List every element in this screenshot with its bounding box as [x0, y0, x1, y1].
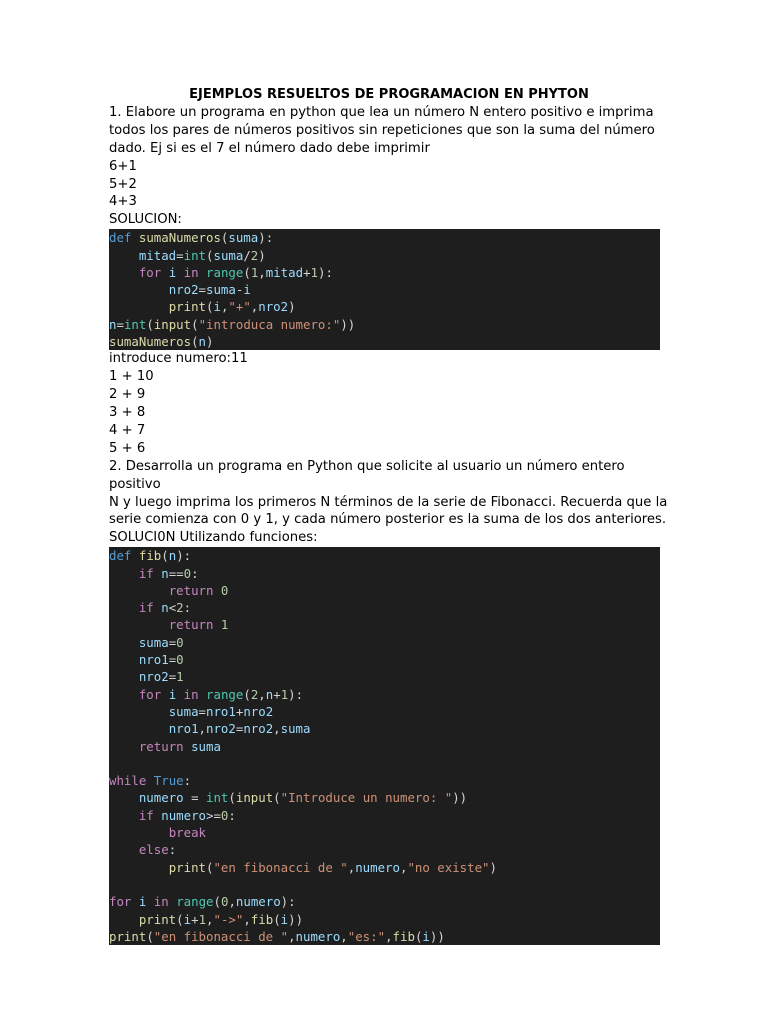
code-token	[161, 687, 168, 702]
code-token: print	[168, 299, 206, 315]
code-token: ,	[399, 859, 408, 875]
code-token: break	[168, 825, 206, 841]
code-token: ,	[250, 299, 259, 315]
code-token: print	[109, 928, 147, 944]
output-line-2: 1 + 10	[109, 369, 154, 385]
code-token: n	[161, 565, 169, 581]
code-token: suma	[206, 282, 236, 298]
code-token: ):	[176, 548, 192, 564]
code-token	[109, 825, 169, 840]
code-token: range	[176, 894, 214, 910]
code-token	[109, 265, 139, 280]
code-token: )	[489, 859, 497, 875]
example-line-1: 6+1	[109, 158, 137, 174]
code-token: def	[109, 548, 132, 564]
code-token: ==	[168, 565, 184, 581]
code-token: =	[168, 634, 177, 650]
code-token: mitad	[138, 247, 177, 263]
code-token: suma	[213, 247, 244, 263]
code-token: ,	[273, 721, 281, 737]
code-token: 0	[220, 807, 229, 823]
code-token: ):	[288, 686, 304, 702]
code-token: nro1	[168, 721, 199, 737]
code-token: i	[243, 282, 251, 298]
code-token: 1	[176, 669, 184, 685]
code-token: i	[422, 928, 430, 944]
code-token: "no existe"	[407, 859, 490, 875]
code-line	[109, 264, 660, 281]
code-line	[109, 703, 660, 720]
code-token: 0	[176, 634, 184, 650]
code-token: (	[213, 894, 221, 910]
code-token: sumaNumeros	[138, 230, 221, 246]
code-token: (	[206, 859, 214, 875]
code-line	[109, 876, 660, 893]
code-token: suma	[228, 230, 259, 246]
code-token: (	[414, 928, 423, 944]
code-token: in	[183, 264, 199, 280]
code-line	[109, 772, 660, 789]
code-token	[184, 739, 191, 754]
code-token: def	[109, 230, 132, 246]
document-title: EJEMPLOS RESUELTOS DE PROGRAMACION EN PHYTON	[189, 87, 589, 102]
code-token: ))	[340, 316, 356, 332]
code-token: ,	[220, 299, 229, 315]
code-token: ):	[318, 264, 333, 280]
code-token	[109, 652, 139, 667]
code-token: n	[109, 316, 117, 332]
code-line	[109, 247, 660, 264]
code-token: 1	[280, 686, 289, 702]
code-token: suma	[191, 738, 221, 754]
code-token: True	[153, 773, 184, 789]
code-token: ))	[429, 928, 445, 944]
code-token: "+"	[228, 299, 251, 315]
code-token: sumaNumeros	[109, 334, 192, 350]
code-token: 0	[176, 652, 184, 668]
output-line-5: 4 + 7	[109, 422, 146, 438]
code-token: =	[116, 316, 124, 332]
code-token: fib	[392, 928, 415, 944]
problem-2-line-1: 2. Desarrolla un programa en Python que solicite al usuario un número entero positivo	[109, 458, 625, 492]
code-token: ,	[258, 686, 266, 702]
code-line	[109, 599, 660, 616]
code-token	[131, 548, 138, 563]
code-token	[109, 617, 169, 632]
code-token: mitad	[265, 264, 304, 280]
code-token: ,	[288, 928, 296, 944]
code-line	[109, 841, 660, 858]
code-token: =	[168, 652, 177, 668]
code-token: for	[138, 264, 162, 280]
code-token	[199, 687, 206, 702]
code-token	[109, 721, 169, 736]
code-token	[131, 230, 138, 245]
code-token: else	[138, 842, 169, 858]
code-token: ,	[385, 928, 393, 944]
code-token: =	[168, 669, 177, 685]
code-token	[109, 282, 169, 297]
output-line-1: introduce numero:11	[109, 351, 248, 367]
code-token: ,	[347, 859, 356, 875]
code-token: i	[168, 264, 177, 280]
code-token: input	[153, 316, 192, 332]
output-line-6: 5 + 6	[109, 440, 146, 456]
code-token: 1	[198, 911, 207, 927]
code-token: +	[235, 703, 244, 719]
code-token: (	[243, 264, 251, 280]
code-token: 0	[220, 582, 229, 598]
code-token: in	[183, 686, 199, 702]
code-token: return	[168, 617, 214, 633]
code-token: for	[109, 894, 132, 910]
code-token: (	[191, 334, 199, 350]
code-token: (	[191, 316, 199, 332]
code-token: range	[206, 686, 244, 702]
code-token: if	[138, 807, 154, 823]
output-line-3: 2 + 9	[109, 387, 146, 403]
code-token: ):	[258, 230, 274, 246]
code-line	[109, 547, 660, 564]
code-token: =	[198, 703, 206, 719]
code-token: 2	[250, 247, 259, 263]
code-token	[109, 669, 139, 684]
code-token: ,	[243, 911, 251, 927]
code-token: print	[138, 911, 177, 927]
code-line	[109, 807, 660, 824]
code-token: print	[168, 859, 206, 875]
code-token: (	[176, 911, 184, 927]
code-token: :	[168, 842, 177, 858]
code-token: nro2	[138, 669, 169, 685]
code-token: range	[206, 264, 244, 280]
code-token	[109, 842, 139, 857]
code-line	[109, 738, 660, 755]
code-line	[109, 565, 660, 582]
code-line	[109, 893, 660, 910]
code-token: fib	[250, 911, 274, 927]
code-token: ))	[288, 911, 304, 927]
code-token: return	[168, 582, 214, 598]
code-token: "en fibonacci de "	[213, 859, 348, 875]
code-line	[109, 911, 660, 928]
code-token: (	[146, 928, 154, 944]
code-token: suma	[168, 703, 199, 719]
code-token: 0	[183, 565, 192, 581]
code-token: ,	[198, 721, 206, 737]
code-token: numero	[235, 894, 281, 910]
code-token: ,	[258, 264, 266, 280]
problem-1-line-3: dado. Ej si es el 7 el número dado debe imprimir	[109, 140, 430, 156]
code-token: int	[123, 316, 147, 332]
code-token	[109, 687, 139, 702]
code-token: if	[138, 565, 154, 581]
problem-1-line-1: 1. Elabore un programa en python que lea un número N entero positivo e imprima	[109, 104, 654, 120]
code-token: nro2	[168, 282, 199, 298]
code-token: suma	[138, 634, 169, 650]
code-token: 2	[176, 600, 184, 616]
code-token	[109, 808, 139, 823]
code-token: (	[220, 230, 229, 246]
code-token: 1	[250, 264, 259, 280]
code-token: 0	[220, 894, 229, 910]
code-token: n	[168, 548, 177, 564]
code-line	[109, 928, 660, 945]
code-token	[109, 704, 169, 719]
code-line	[109, 755, 660, 772]
code-block-2	[109, 547, 660, 945]
problem-2-line-2: N y luego imprima los primeros N términos de la serie de Fibonacci. Recuerda que la	[109, 494, 668, 510]
code-token: while	[109, 773, 147, 789]
example-line-3: 4+3	[109, 194, 137, 210]
example-line-2: 5+2	[109, 176, 137, 192]
code-token: ):	[280, 894, 296, 910]
code-token: i	[183, 911, 192, 927]
code-token	[176, 265, 183, 280]
code-token	[199, 265, 206, 280]
code-line	[109, 616, 660, 633]
code-token: (	[206, 299, 214, 315]
code-token: (	[273, 790, 281, 806]
code-token: nro2	[206, 721, 236, 737]
code-line	[109, 720, 660, 737]
code-token: (	[273, 911, 281, 927]
code-token	[109, 912, 139, 927]
code-token: =	[198, 282, 206, 298]
code-line	[109, 686, 660, 703]
code-token: for	[138, 686, 162, 702]
code-token: n	[265, 686, 274, 702]
code-token: i	[138, 894, 147, 910]
problem-2-line-3: serie comienza con 0 y 1, y cada número posterior es la suma de los dos anteriores.	[109, 512, 667, 528]
code-line	[109, 281, 660, 298]
code-token: i	[213, 299, 221, 315]
code-token: :	[183, 773, 192, 789]
code-token: ))	[452, 790, 468, 806]
code-token	[161, 265, 168, 280]
code-token: 2	[250, 686, 259, 702]
code-token: =	[176, 247, 184, 263]
code-token: if	[138, 600, 154, 616]
code-token: numero	[138, 790, 184, 806]
solution-1-label: SOLUCION:	[109, 212, 182, 228]
code-token: /	[243, 247, 251, 263]
code-token: ,	[228, 894, 236, 910]
code-token: "Introduce un numero: "	[280, 790, 453, 806]
code-token: in	[153, 894, 169, 910]
code-token: n	[198, 334, 206, 350]
code-token	[109, 248, 139, 263]
code-token: (	[228, 790, 236, 806]
code-token: )	[206, 334, 214, 350]
code-token: 1	[220, 617, 229, 633]
code-token	[176, 687, 183, 702]
code-line	[109, 582, 660, 599]
code-token: numero	[355, 859, 400, 875]
code-token: +	[191, 911, 199, 927]
code-line	[109, 859, 660, 876]
code-token: i	[280, 911, 289, 927]
code-token: +	[273, 686, 281, 702]
code-token: :	[228, 807, 236, 823]
code-token: numero	[161, 807, 206, 823]
code-token: <	[168, 600, 177, 616]
code-token: int	[183, 247, 207, 263]
code-token: (	[146, 316, 154, 332]
code-token: )	[258, 247, 266, 263]
document-page	[109, 86, 669, 945]
code-token: "es:"	[347, 928, 386, 944]
code-token: nro2	[243, 721, 274, 737]
code-token	[109, 790, 139, 805]
code-line	[109, 333, 660, 350]
code-token: "->"	[213, 911, 244, 927]
problem-1-line-2: todos los pares de números positivos sin repeticiones que son la suma del número	[109, 122, 655, 138]
code-token	[146, 773, 153, 788]
code-token: >=	[206, 807, 221, 823]
code-token: n	[161, 600, 169, 616]
code-line	[109, 316, 660, 333]
code-token: (	[243, 686, 251, 702]
code-token: fib	[138, 548, 162, 564]
code-token: =	[183, 790, 206, 806]
code-token: suma	[280, 721, 311, 737]
code-token	[109, 299, 169, 314]
code-token: i	[168, 686, 177, 702]
code-token: :	[191, 565, 199, 581]
code-token: (	[161, 548, 169, 564]
output-line-4: 3 + 8	[109, 405, 146, 421]
code-token	[109, 566, 139, 581]
code-token: nro2	[243, 703, 274, 719]
code-token: numero	[295, 928, 341, 944]
code-token: ,	[340, 928, 348, 944]
code-token: int	[206, 790, 229, 806]
code-token	[131, 894, 138, 909]
code-line	[109, 634, 660, 651]
code-token	[109, 860, 169, 875]
code-token: "en fibonacci de "	[153, 928, 289, 944]
code-token	[109, 583, 169, 598]
code-token	[109, 739, 139, 754]
code-token: "introduca numero:"	[198, 316, 341, 332]
code-line	[109, 824, 660, 841]
code-token	[213, 583, 220, 598]
code-token	[213, 617, 220, 632]
code-token: +	[303, 264, 311, 280]
code-token: nro2	[258, 299, 289, 315]
code-token: nro1	[138, 652, 169, 668]
code-block-1	[109, 229, 660, 350]
code-line	[109, 668, 660, 685]
code-line	[109, 298, 660, 315]
code-token: )	[288, 299, 296, 315]
code-token	[146, 894, 153, 909]
code-token: input	[235, 790, 274, 806]
code-token: :	[183, 600, 192, 616]
code-token: 1	[310, 264, 318, 280]
code-token: return	[138, 738, 184, 754]
code-token: (	[206, 247, 214, 263]
code-token: -	[235, 282, 244, 298]
code-token	[109, 635, 139, 650]
solution-2-label: SOLUCI0N Utilizando funciones:	[109, 530, 318, 546]
code-line	[109, 789, 660, 806]
code-token: ,	[206, 911, 214, 927]
code-token	[109, 600, 139, 615]
code-token: nro1	[206, 703, 236, 719]
code-token: =	[235, 721, 244, 737]
code-line	[109, 229, 660, 246]
code-line	[109, 651, 660, 668]
